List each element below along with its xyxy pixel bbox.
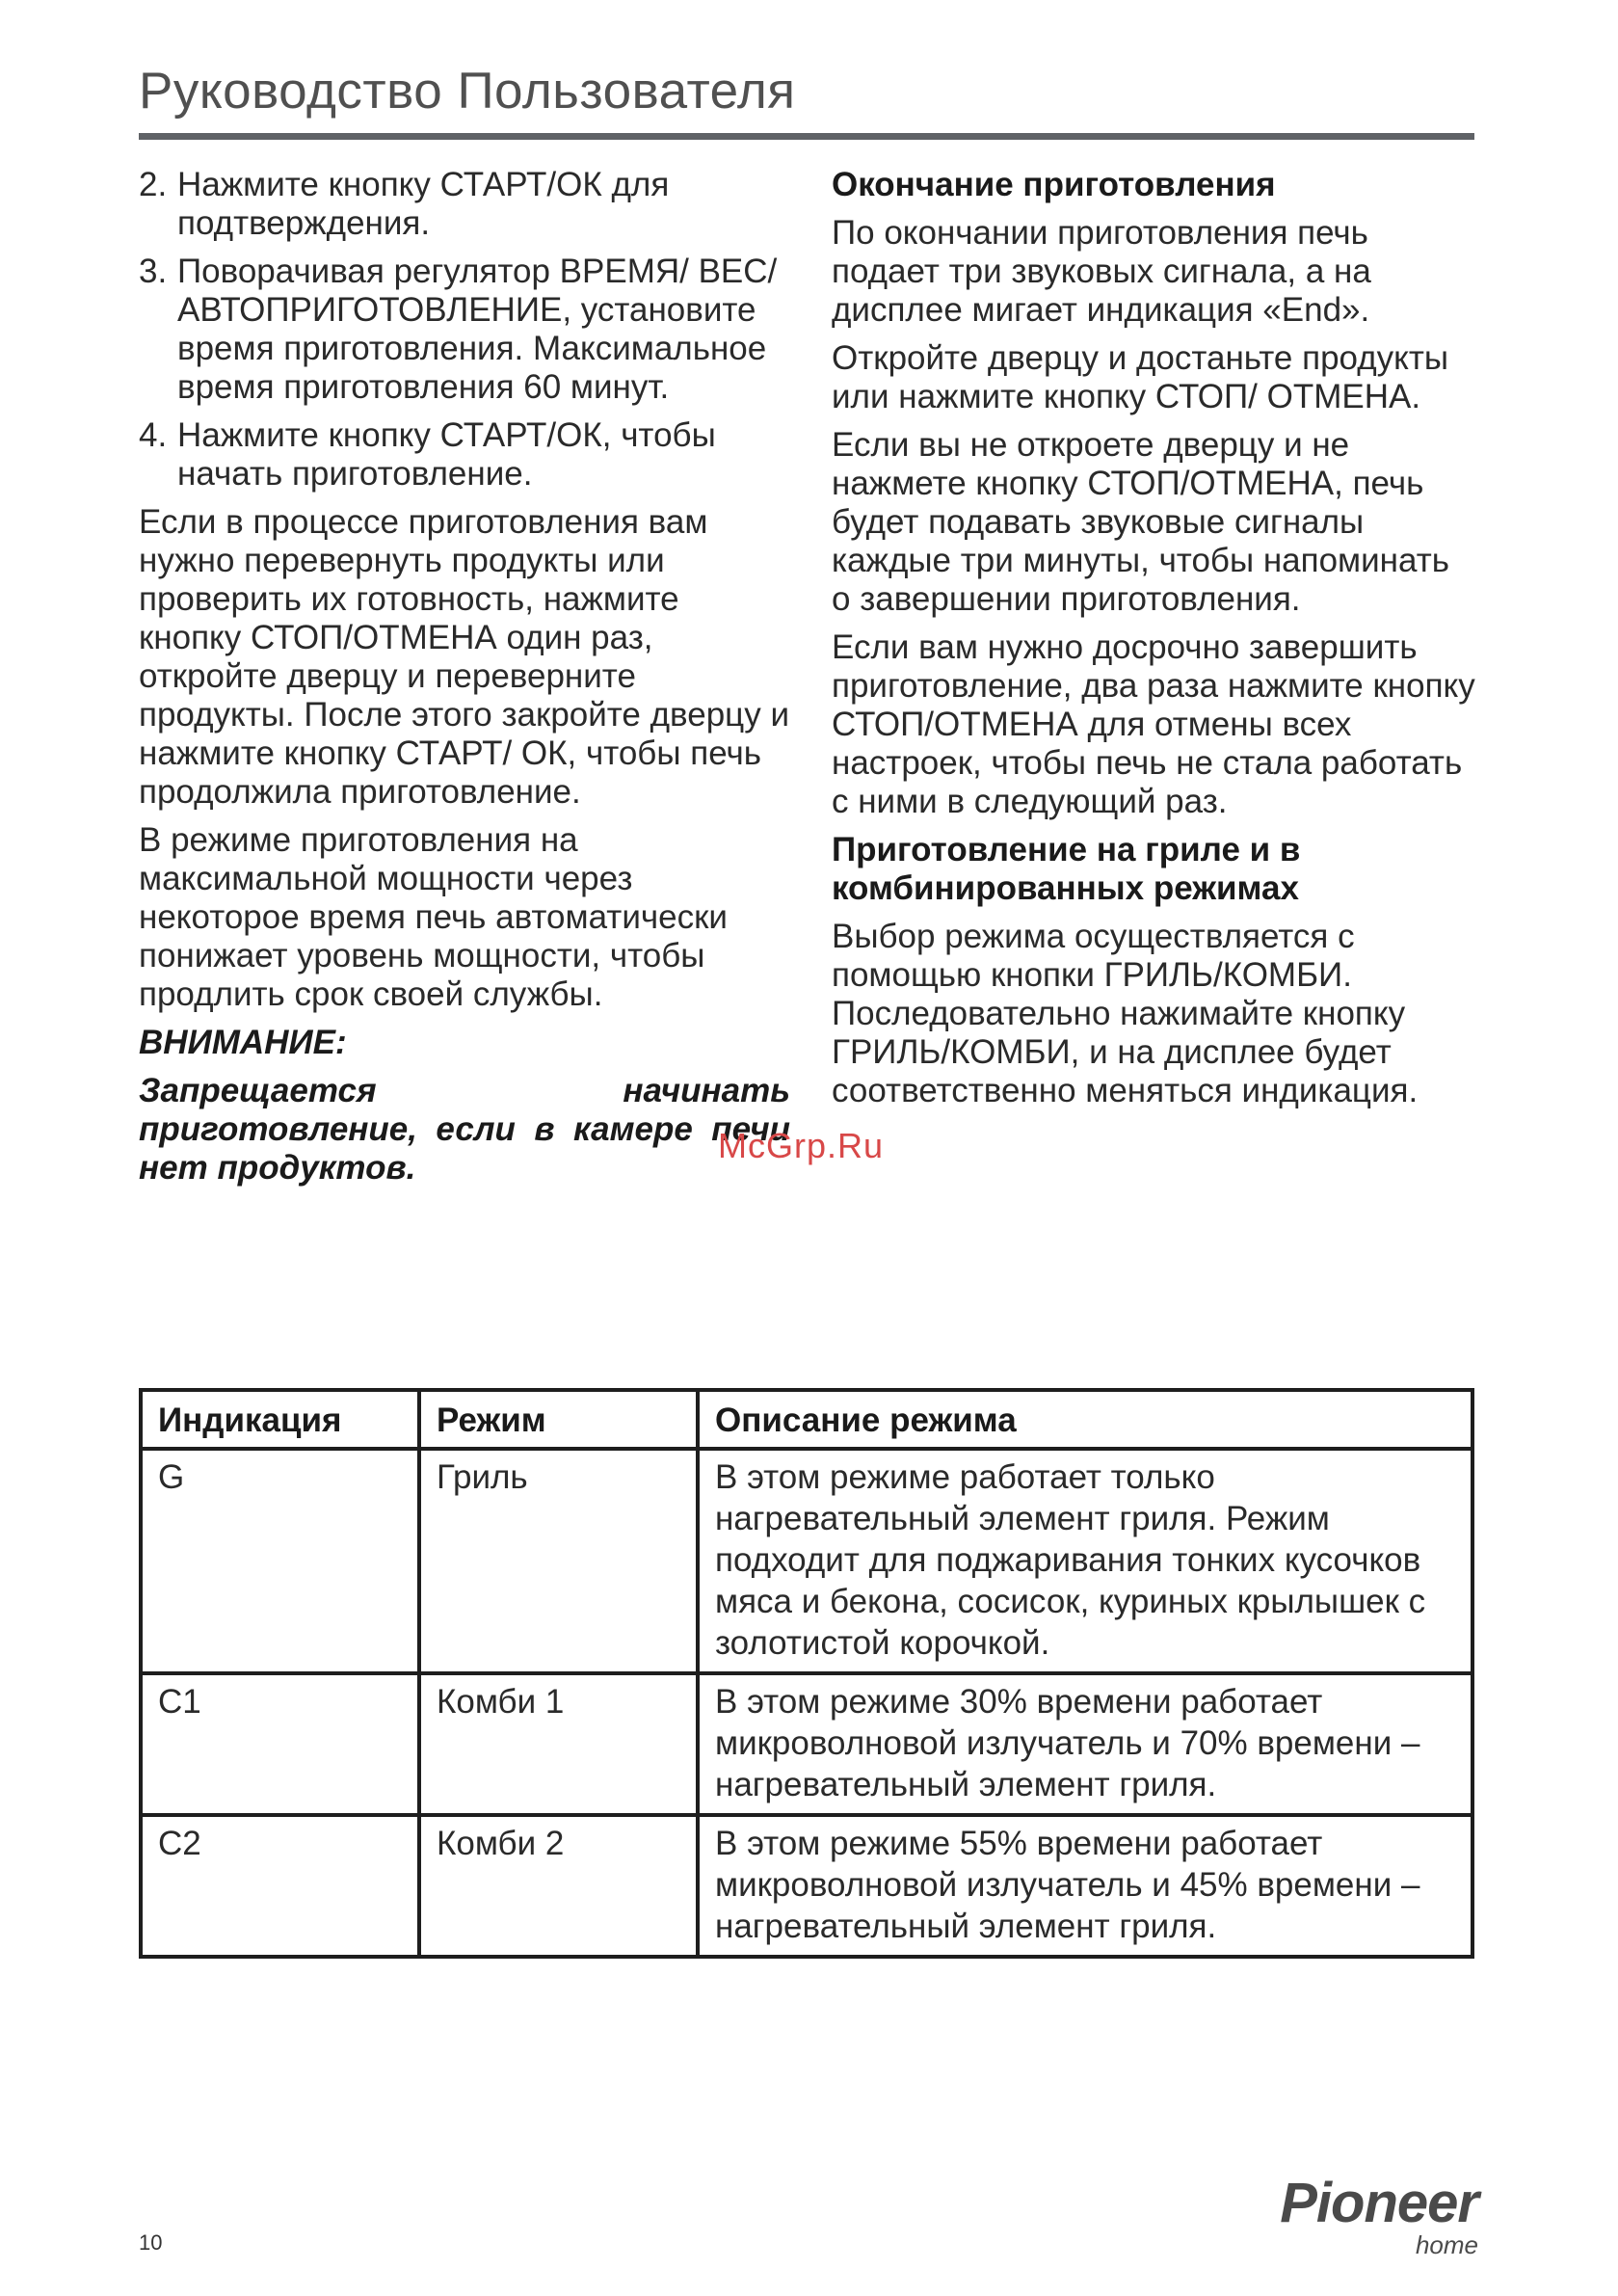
- step-text: Нажмите кнопку СТАРТ/ОК для подтверждения.: [177, 166, 670, 242]
- table-header-row: [141, 1390, 1472, 1449]
- step-text: Поворачивая регулятор ВРЕМЯ/ ВЕС/АВТОПРИГОТОВЛЕНИЕ, установите время приготовления. Максимальное время приготовления 60 минут.: [177, 253, 778, 406]
- table-row: [141, 1449, 1472, 1673]
- cell-mode: Гриль: [419, 1449, 698, 1673]
- cell-indication: G: [141, 1449, 419, 1673]
- section-heading-grill: Приготовление на гриле и в комбинированных режимах: [832, 831, 1301, 907]
- step-number: 2.: [139, 166, 168, 203]
- step-number: 3.: [139, 253, 168, 290]
- step-number: 4.: [139, 416, 168, 454]
- section-heading-end: Окончание приготовления: [832, 166, 1276, 203]
- watermark: McGrp.Ru: [718, 1126, 885, 1165]
- paragraph-flip-products: Если в процессе приготовления вам нужно перевернуть продукты или проверить их готовность, нажмите кнопку СТОП/ОТМЕНА один раз, откройте дверцу и переверните продукты. После этого закройте дверцу и нажмите кнопку СТАРТ/ ОК, чтобы печь продолжила приготовление.: [139, 503, 789, 811]
- cell-description: В этом режиме работает только нагревательный элемент гриля. Режим подходит для поджаривания тонких кусочков мяса и бекона, сосисок, куриных крылышек с золотистой корочкой.: [698, 1449, 1472, 1673]
- table-row: [141, 1815, 1472, 1957]
- logo-wordmark: Pioneer: [1280, 2172, 1478, 2234]
- step-text: Нажмите кнопку СТАРТ/ОК, чтобы начать приготовление.: [177, 416, 716, 493]
- brand-logo: [1253, 2171, 1478, 2257]
- paragraph-end-1: По окончании приготовления печь подает три звуковых сигнала, а на дисплее мигает индикация «End».: [832, 214, 1371, 329]
- cell-description: В этом режиме 30% времени работает микроволновой излучатель и 70% времени – нагревательный элемент гриля.: [698, 1673, 1472, 1815]
- header-indication: Индикация: [141, 1390, 419, 1449]
- paragraph-max-power: В режиме приготовления на максимальной мощности через некоторое время печь автоматически понижает уровень мощности, чтобы продлить срок своей службы.: [139, 821, 728, 1013]
- cell-description: В этом режиме 55% времени работает микроволновой излучатель и 45% времени – нагревательный элемент гриля.: [698, 1815, 1472, 1957]
- left-column: [139, 166, 790, 1197]
- steps-list: [139, 166, 790, 494]
- right-column: [832, 166, 1477, 1120]
- attention-text: Запрещается начинать приготовление, если в камере печи нет продуктов.: [139, 1072, 790, 1187]
- header-description: Описание режима: [698, 1390, 1472, 1449]
- header-divider: [139, 133, 1474, 140]
- cell-mode: Комби 2: [419, 1815, 698, 1957]
- header-mode: Режим: [419, 1390, 698, 1449]
- page-number: 10: [139, 2230, 163, 2255]
- cell-mode: Комби 1: [419, 1673, 698, 1815]
- list-item: [139, 253, 790, 407]
- paragraph-end-3: Если вы не откроете дверцу и не нажмете кнопку СТОП/ОТМЕНА, печь будет подавать звуковые сигналы каждые три минуты, чтобы напоминать о завершении приготовления.: [832, 426, 1449, 618]
- attention-title: ВНИМАНИЕ:: [139, 1024, 347, 1061]
- paragraph-end-2: Откройте дверцу и достаньте продукты или нажмите кнопку СТОП/ ОТМЕНА.: [832, 339, 1449, 415]
- list-item: [139, 166, 790, 243]
- paragraph-end-4: Если вам нужно досрочно завершить приготовление, два раза нажмите кнопку СТОП/ОТМЕНА для отмены всех настроек, чтобы печь не стала работать с ними в следующий раз.: [832, 628, 1475, 820]
- table-row: [141, 1673, 1472, 1815]
- cell-indication: C2: [141, 1815, 419, 1957]
- cell-indication: C1: [141, 1673, 419, 1815]
- modes-table: [139, 1388, 1474, 1959]
- list-item: [139, 416, 790, 494]
- page-title: Руководство Пользователя: [139, 63, 796, 120]
- logo-subtitle: home: [1415, 2230, 1478, 2259]
- paragraph-grill-1: Выбор режима осуществляется с помощью кнопки ГРИЛЬ/КОМБИ. Последовательно нажимайте кнопку ГРИЛЬ/КОМБИ, и на дисплее будет соответственно меняться индикация.: [832, 918, 1419, 1109]
